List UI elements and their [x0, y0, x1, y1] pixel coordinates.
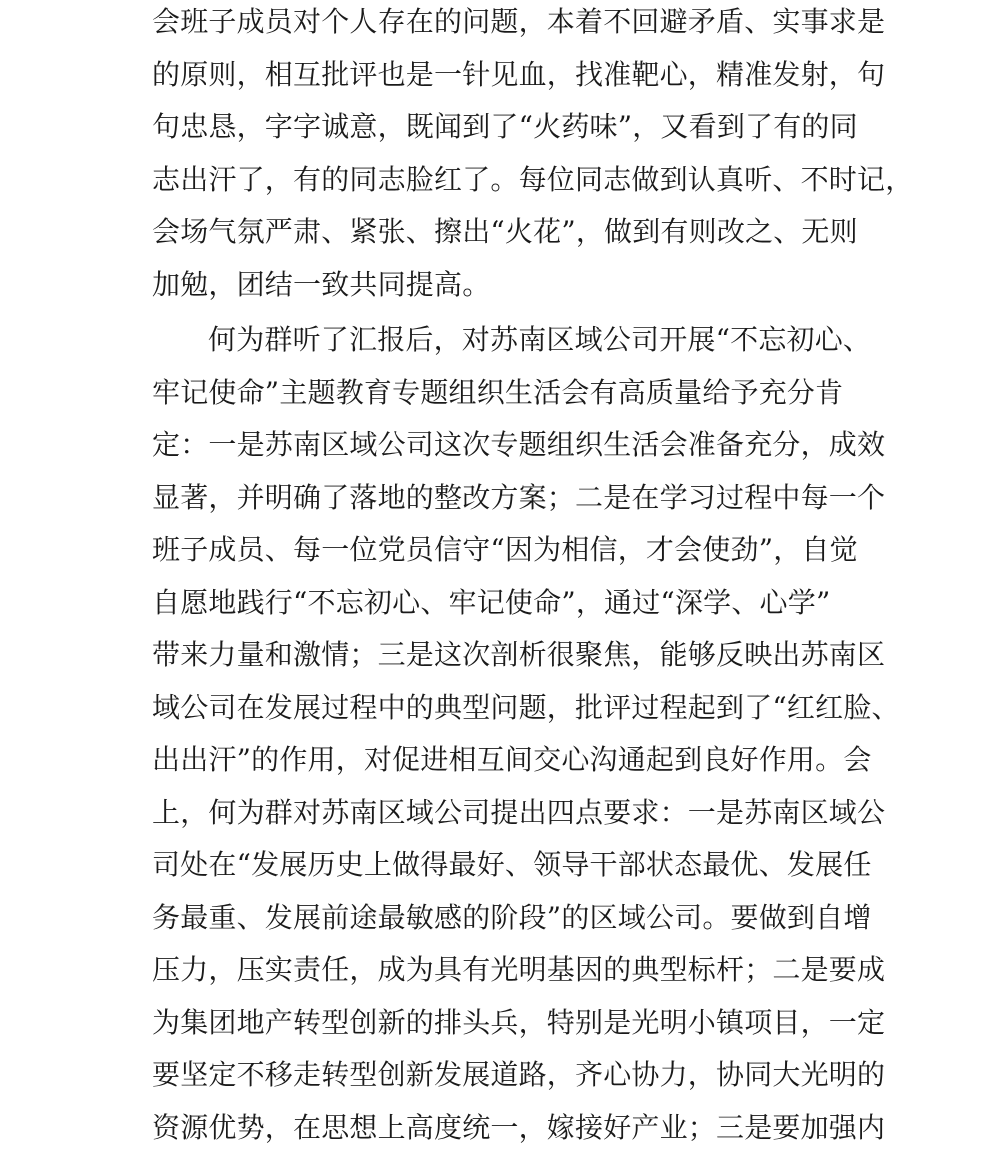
- text-line: 自愿地践行“不忘初心、牢记使命”，通过“深学、心学”: [152, 586, 831, 619]
- text-line: 牢记使命”主题教育专题组织生活会有高质量给予充分肯: [152, 376, 844, 409]
- text-line: 要坚定不移走转型创新发展道路，齐心协力，协同大光明的: [152, 1058, 886, 1091]
- text-line: 带来力量和激情；三是这次剖析很聚焦，能够反映出苏南区: [152, 638, 886, 671]
- text-line: 定：一是苏南区域公司这次专题组织生活会准备充分，成效: [152, 428, 886, 461]
- text-line: 志出汗了，有的同志脸红了。每位同志做到认真听、不时记，: [152, 163, 914, 196]
- text-line: 加勉，团结一致共同提高。: [152, 268, 491, 301]
- text-line: 为集团地产转型创新的排头兵，特别是光明小镇项目，一定: [152, 1006, 886, 1039]
- text-line: 班子成员、每一位党员信守“因为相信，才会使劲”，自觉: [152, 533, 858, 566]
- text-line: 出出汗”的作用，对促进相互间交心沟通起到良好作用。会: [152, 743, 872, 776]
- text-line: 会班子成员对个人存在的问题，本着不回避矛盾、实事求是: [152, 5, 886, 38]
- text-line: 会场气氛严肃、紧张、擦出“火花”，做到有则改之、无则: [152, 215, 858, 248]
- text-line: 司处在“发展历史上做得最好、领导干部状态最优、发展任: [152, 848, 872, 881]
- text-line: 显著，并明确了落地的整改方案；二是在学习过程中每一个: [152, 481, 886, 514]
- text-line: 务最重、发展前途最敏感的阶段”的区域公司。要做到自增: [152, 901, 872, 934]
- text-line: 的原则，相互批评也是一针见血，找准靶心，精准发射，句: [152, 58, 886, 91]
- text-line: 何为群听了汇报后，对苏南区域公司开展“不忘初心、: [208, 323, 872, 356]
- text-line: 上，何为群对苏南区域公司提出四点要求：一是苏南区域公: [152, 796, 886, 829]
- text-line: 资源优势，在思想上高度统一，嫁接好产业；三是要加强内: [152, 1111, 886, 1144]
- text-line: 域公司在发展过程中的典型问题，批评过程起到了“红红脸、: [152, 691, 900, 724]
- text-line: 句忠恳，字字诚意，既闻到了“火药味”，又看到了有的同: [152, 110, 858, 143]
- text-line: 压力，压实责任，成为具有光明基因的典型标杆；二是要成: [152, 953, 886, 986]
